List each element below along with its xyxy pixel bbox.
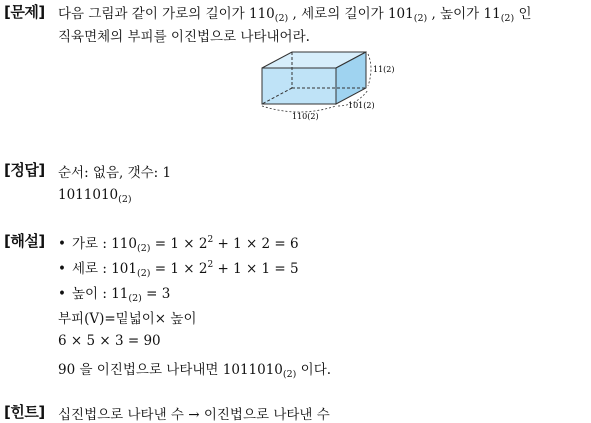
explanation-row-height bbox=[58, 282, 170, 302]
width-base: (2) bbox=[274, 13, 289, 24]
row-expr: = 3 bbox=[141, 286, 171, 302]
answer-value-line bbox=[58, 187, 132, 203]
depth-dimension-label: 101(2) bbox=[348, 101, 375, 110]
problem-line-1 bbox=[58, 2, 532, 22]
conclusion-text: 90 을 이진법으로 나타내면 bbox=[58, 362, 223, 378]
height-dimension-label: 11(2) bbox=[373, 65, 395, 74]
row-number: 110 bbox=[111, 236, 137, 252]
row-base: (2) bbox=[137, 243, 151, 254]
answer-value-base: (2) bbox=[118, 194, 132, 205]
cuboid-figure bbox=[256, 48, 395, 121]
row-expr-rest: + 1 × 2 = 6 bbox=[213, 236, 299, 252]
row-expr: = 1 × 2 bbox=[150, 236, 208, 252]
conclusion-text-end: 이다. bbox=[296, 362, 332, 378]
height-value: 11 bbox=[483, 6, 501, 22]
width-dimension-label: 110(2) bbox=[292, 112, 319, 121]
row-expr: = 1 × 2 bbox=[150, 261, 208, 277]
depth-base: (2) bbox=[413, 13, 428, 24]
bullet-icon: • bbox=[58, 261, 66, 277]
problem-line-2: 직육면체의 부피를 이진법으로 나타내어라. bbox=[58, 29, 310, 45]
volume-calculation: 6 × 5 × 3 = 90 bbox=[58, 333, 161, 349]
problem-text-a: 다음 그림과 같이 가로의 길이가 bbox=[58, 6, 249, 22]
row-name: 세로 : bbox=[72, 261, 112, 277]
row-base: (2) bbox=[128, 293, 142, 304]
row-number: 101 bbox=[111, 261, 137, 277]
answer-value: 1011010 bbox=[58, 187, 119, 203]
explanation-label: [해설] bbox=[4, 232, 45, 250]
height-base: (2) bbox=[500, 13, 515, 24]
row-expr-rest: + 1 × 1 = 5 bbox=[213, 261, 299, 277]
row-exponent: 2 bbox=[207, 260, 214, 270]
height-dimension-arc bbox=[368, 54, 371, 86]
answer-label: [정답] bbox=[4, 161, 45, 179]
conclusion-base: (2) bbox=[282, 369, 297, 380]
explanation-row-depth bbox=[58, 257, 299, 277]
problem-text-c: , 높이가 bbox=[427, 6, 484, 22]
depth-value: 101 bbox=[387, 6, 414, 22]
explanation-conclusion bbox=[58, 358, 331, 378]
hint-label: [힌트] bbox=[4, 403, 45, 421]
bullet-icon: • bbox=[58, 236, 66, 252]
volume-formula: 부피(V)=밑넓이× 높이 bbox=[58, 311, 197, 327]
problem-text-b: , 세로의 길이가 bbox=[288, 6, 388, 22]
row-name: 높이 : bbox=[72, 286, 112, 302]
row-base: (2) bbox=[137, 268, 151, 279]
row-exponent: 2 bbox=[207, 235, 214, 245]
explanation-row-width bbox=[58, 232, 299, 252]
answer-line-1: 순서: 없음, 갯수: 1 bbox=[58, 165, 172, 181]
problem-label: [문제] bbox=[4, 3, 45, 21]
hint-text: 십진법으로 나타낸 수 → 이진법으로 나타낸 수 bbox=[58, 407, 330, 423]
width-value: 110 bbox=[249, 6, 275, 22]
bullet-icon: • bbox=[58, 286, 66, 302]
row-name: 가로 : bbox=[72, 236, 112, 252]
conclusion-number: 1011010 bbox=[222, 362, 283, 378]
row-number: 11 bbox=[111, 286, 129, 302]
problem-text-d: 인 bbox=[514, 6, 532, 22]
